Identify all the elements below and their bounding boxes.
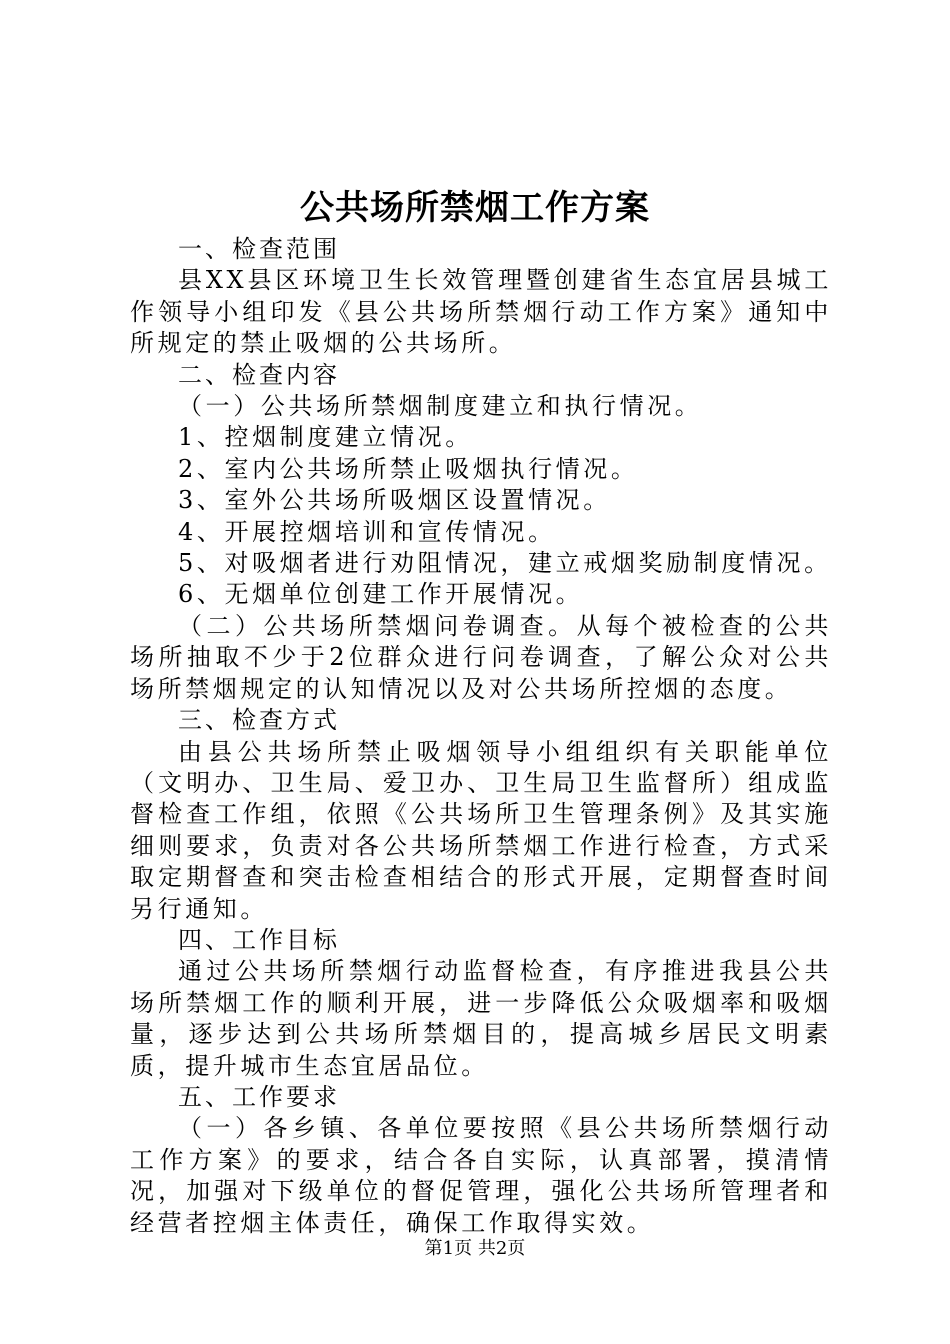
subheading-system: （一）公共场所禁烟制度建立和执行情况。 xyxy=(178,392,703,421)
document-body xyxy=(130,234,832,1239)
list-item: 3、室外公共场所吸烟区设置情况。 xyxy=(178,486,611,515)
document-title: 公共场所禁烟工作方案 xyxy=(300,188,650,228)
paragraph-survey: （二）公共场所禁烟问卷调查。从每个被检查的公共场所抽取不少于2位群众进行问卷调查，了解公众对公共场所禁烟规定的认知情况以及对公共场所控烟的态度。 xyxy=(130,611,832,703)
paragraph-goal: 通过公共场所禁烟行动监督检查，有序推进我县公共场所禁烟工作的顺利开展，进一步降低公众吸烟率和吸烟量，逐步达到公共场所禁烟目的，提高城乡居民文明素质，提升城市生态宜居品位。 xyxy=(130,957,832,1080)
section-heading-content: 二、检查内容 xyxy=(178,360,340,389)
section-heading-requirements: 五、工作要求 xyxy=(178,1082,340,1111)
list-item: 5、对吸烟者进行劝阻情况，建立戒烟奖励制度情况。 xyxy=(178,549,832,578)
list-item: 4、开展控烟培训和宣传情况。 xyxy=(178,517,556,546)
section-heading-goal: 四、工作目标 xyxy=(178,925,340,954)
section-heading-scope: 一、检查范围 xyxy=(178,235,340,263)
section-heading-method: 三、检查方式 xyxy=(178,706,340,735)
page-footer: 第1页 共2页 xyxy=(424,1238,526,1259)
list-item: 6、无烟单位创建工作开展情况。 xyxy=(178,580,584,609)
list-item: 1、控烟制度建立情况。 xyxy=(178,423,473,452)
list-item: 2、室内公共场所禁止吸烟执行情况。 xyxy=(178,454,639,483)
paragraph-scope: 县XX县区环境卫生长效管理暨创建省生态宜居县城工作领导小组印发《县公共场所禁烟行动工作方案》通知中所规定的禁止吸烟的公共场所。 xyxy=(130,266,832,358)
paragraph-method: 由县公共场所禁止吸烟领导小组组织有关职能单位（文明办、卫生局、爱卫办、卫生局卫生监督所）组成监督检查工作组，依照《公共场所卫生管理条例》及其实施细则要求，负责对各公共场所禁烟工作进行检查，方式采取定期督查和突击检查相结合的形式开展，定期督查时间另行通知。 xyxy=(130,737,832,923)
paragraph-requirements: （一）各乡镇、各单位要按照《县公共场所禁烟行动工作方案》的要求，结合各自实际，认真部署，摸清情况，加强对下级单位的督促管理，强化公共场所管理者和经营者控烟主体责任，确保工作取得实效。 xyxy=(130,1114,832,1237)
